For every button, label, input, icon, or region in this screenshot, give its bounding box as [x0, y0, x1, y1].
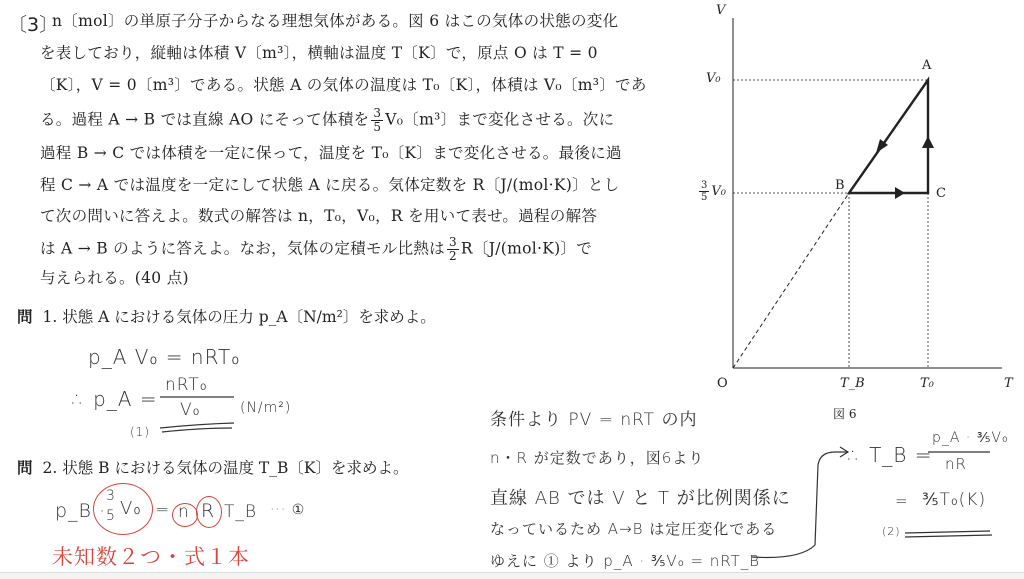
arrow-bc	[895, 187, 905, 199]
hw-reason: n・R が定数であり，図6より	[490, 449, 705, 467]
red-note: 未知数２つ・式１本	[52, 545, 250, 569]
hw-q1-numerator: nRT₀	[165, 375, 208, 395]
hw-tb-den: nR	[945, 455, 967, 473]
problem-line: を表しており，縦軸は体積 V〔m³〕，横軸は温度 T〔K〕で，原点 O は T = 0	[40, 44, 598, 62]
hw-q2-eq: =	[155, 500, 171, 520]
figure-caption: 図 6	[833, 407, 857, 421]
hw-tb-eq: =	[895, 492, 909, 510]
question-2: 問 2. 状態 B における気体の温度 T_B〔K〕を求めよ。	[17, 459, 409, 477]
hw-reason: ゆえに ① より p_A · ⅗V₀ = nRT_B	[490, 552, 761, 570]
point-c-label: C	[936, 186, 946, 201]
hw-q1-equation: p_A V₀ = nRT₀	[88, 345, 241, 369]
fraction: $\frac{3}{2}$	[448, 235, 457, 263]
hw-reason: 直線 AB では V と T が比例関係に	[490, 488, 791, 509]
tick-v0: V₀	[706, 71, 721, 86]
arrow-ca	[922, 136, 934, 148]
hw-q2-frac-den: 5	[106, 508, 116, 524]
hw-reason: なっているため A→B は定圧変化である	[490, 520, 778, 538]
problem-line: 〔K〕，V = 0〔m³〕である。状態 A の気体の温度は T₀〔K〕，体積は V₀〔m³〕であ	[40, 76, 647, 94]
hw-tb-mark: (2)	[882, 525, 901, 538]
problem-number: 〔3〕	[8, 14, 59, 36]
axis-v-label: V	[716, 3, 726, 18]
hw-q2-pb: p_B ·	[55, 500, 107, 522]
arrows	[876, 136, 934, 199]
fraction: $\frac{3}{5}$	[373, 106, 382, 134]
hw-tb-lhs: ∴ T_B =	[848, 443, 933, 467]
problem-line: n〔mol〕の単原子分子からなる理想気体がある。図 6 はこの気体の状態の変化	[52, 12, 619, 30]
problem-line: て次の問いに答えよ。数式の解答は n，T₀，V₀，R を用いて表せ。過程の解答	[40, 207, 598, 225]
problem-line: 与えられる。(40 点)	[40, 269, 189, 287]
hw-q2-v0: V₀	[120, 498, 142, 519]
text: R〔J/(mol·K)〕で	[460, 239, 593, 258]
problem-line: 過程 B → C では体積を一定に保って，温度を T₀〔K〕まで変化させる。最後に過	[40, 144, 622, 162]
hw-underline	[905, 531, 992, 537]
hw-q2-ref: ··· ①	[270, 502, 306, 518]
question-1: 問 1. 状態 A における気体の圧力 p_A〔N/m²〕を求めよ。	[17, 308, 436, 326]
hw-q1-mark: (1)	[130, 425, 150, 439]
tick-t0: T₀	[920, 376, 934, 391]
point-b-label: B	[835, 178, 845, 193]
text: る。過程 A → B では直線 AO にそって体積を	[40, 110, 370, 129]
hw-tb-num: p_A · ⅗V₀	[932, 430, 1009, 446]
origin-label: O	[717, 376, 728, 391]
axis-t-label: T	[1004, 376, 1013, 391]
hw-q1-therefore: ∴ p_A =	[72, 387, 158, 411]
hw-reason: 条件より PV = nRT の内	[490, 410, 698, 430]
hw-tb-result: ⅗T₀(K)	[922, 490, 987, 510]
hw-q2-frac-num: 3	[106, 488, 116, 504]
text: V₀〔m³〕まで変化させる。次に	[385, 110, 615, 129]
tick-35v0: $\frac{3}{5}$ V₀	[701, 180, 726, 203]
text: は A → B のように答えよ。なお，気体の定積モル比熱は	[40, 239, 445, 258]
hw-q1-unit: (N/m²)	[240, 400, 292, 416]
hw-q2-tb: T_B	[224, 502, 258, 522]
cycle-path	[849, 80, 928, 193]
hw-q2-r: R	[201, 500, 216, 522]
hw-underline	[160, 423, 234, 432]
point-a-label: A	[922, 58, 932, 73]
hw-q1-denominator: V₀	[180, 400, 201, 420]
hw-q2-n: n	[178, 502, 190, 522]
problem-line: 程 C → A では温度を一定にして状態 A に戻る。気体定数を R〔J/(mol·K)〕とし	[40, 176, 620, 194]
tick-tb: T_B	[840, 376, 865, 391]
hw-connector-arrow	[752, 452, 848, 558]
line-ao	[733, 193, 849, 368]
